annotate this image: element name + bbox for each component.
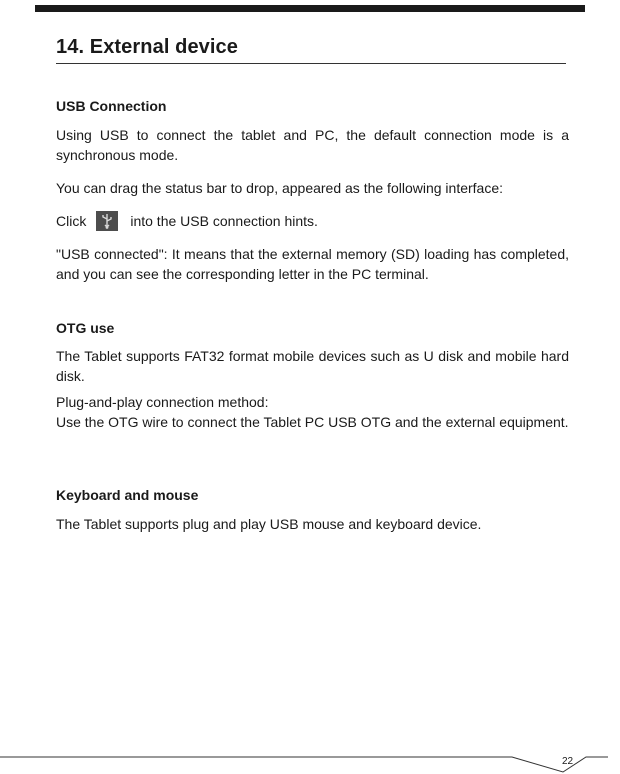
usb-hint-text: into the USB connection hints. [130, 213, 318, 229]
click-text: Click [56, 213, 87, 229]
otg-paragraph-2: Plug-and-play connection method: [56, 394, 269, 410]
page-number: 22 [562, 756, 574, 767]
usb-paragraph-1: Using USB to connect the tablet and PC, the default connection mode is a synchronous mode. [56, 127, 569, 163]
usb-paragraph-3 [56, 211, 569, 231]
page-heading: 14. External device [56, 36, 239, 58]
usb-paragraph-2: You can drag the status bar to drop, appeared as the following interface: [56, 180, 504, 196]
usb-icon [96, 211, 118, 231]
usb-paragraph-4: "USB connected": It means that the external memory (SD) loading has completed, and you can see the corresponding letter in the PC terminal. [56, 246, 569, 282]
header-bar [35, 5, 585, 12]
otg-paragraph-3: Use the OTG wire to connect the Tablet PC USB OTG and the external equipment. [56, 414, 569, 430]
section-title-otg-use: OTG use [56, 320, 115, 336]
section-title-keyboard-mouse: Keyboard and mouse [56, 487, 199, 503]
heading-underline [56, 63, 566, 64]
footer-line [0, 740, 620, 774]
keyboard-paragraph-1: The Tablet supports plug and play USB mouse and keyboard device. [56, 516, 482, 532]
otg-paragraph-1: The Tablet supports FAT32 format mobile devices such as U disk and mobile hard disk. [56, 348, 569, 384]
section-title-usb-connection: USB Connection [56, 98, 167, 114]
